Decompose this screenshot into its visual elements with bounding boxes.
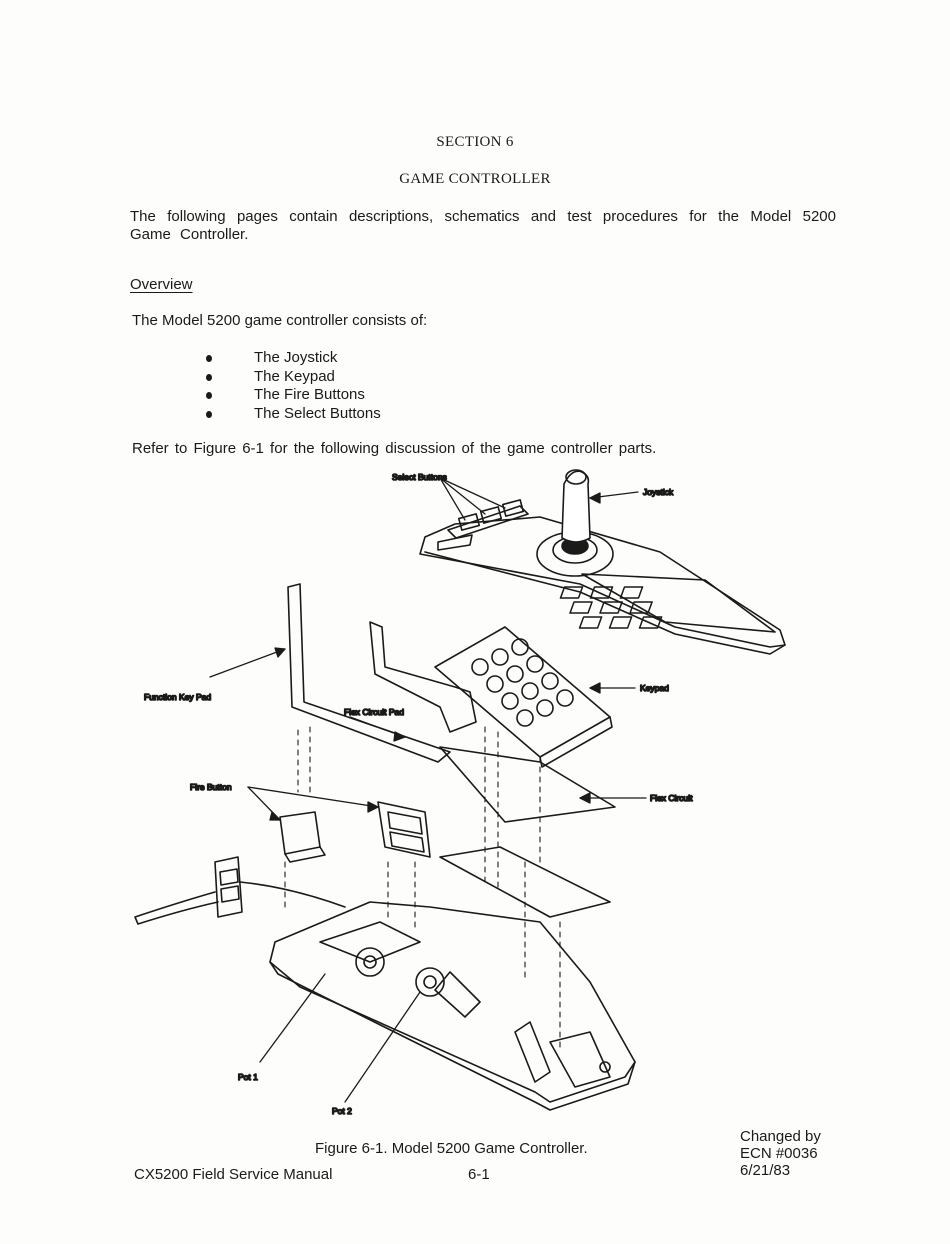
flex-circuit-illustration bbox=[440, 747, 615, 822]
page-number: 6-1 bbox=[468, 1166, 490, 1183]
label-flex-circuit-pad: Flex Circuit Pad bbox=[344, 707, 404, 717]
list-item: The Fire Buttons bbox=[202, 386, 381, 405]
change-notice-line: 6/21/83 bbox=[740, 1162, 791, 1179]
bullet-icon bbox=[206, 355, 212, 362]
change-notice-line: ECN #0036 bbox=[740, 1145, 818, 1162]
chapter-title: GAME CONTROLLER bbox=[399, 171, 551, 187]
bullet-icon bbox=[206, 374, 212, 381]
top-housing-illustration bbox=[420, 470, 785, 654]
refer-figure-text: Refer to Figure 6-1 for the following discussion of the game controller parts. bbox=[132, 440, 657, 457]
figure-caption: Figure 6-1. Model 5200 Game Controller. bbox=[315, 1140, 588, 1157]
intro-paragraph: The following pages contain descriptions, schematics and test procedures for the Model 5200 Game Controller. bbox=[130, 208, 836, 243]
section-title: SECTION 6 bbox=[436, 134, 514, 150]
bullet-icon bbox=[206, 411, 212, 418]
cable-illustration bbox=[135, 892, 218, 924]
bottom-housing-illustration bbox=[270, 902, 635, 1110]
bullet-icon bbox=[206, 392, 212, 399]
label-select-buttons: Select Buttons bbox=[392, 472, 447, 482]
list-item: The Keypad bbox=[202, 368, 381, 387]
overview-heading: Overview bbox=[130, 276, 193, 293]
label-pot-2: Pot 2 bbox=[332, 1106, 352, 1116]
list-item: The Select Buttons bbox=[202, 405, 381, 424]
function-key-pad-illustration bbox=[288, 584, 450, 762]
leader-arrows bbox=[210, 478, 646, 1102]
component-list bbox=[202, 349, 381, 423]
label-joystick: Joystick bbox=[643, 487, 674, 497]
exploded-view-diagram bbox=[120, 462, 820, 1122]
label-flex-circuit: Flex Circuit bbox=[650, 793, 693, 803]
change-notice-line: Changed by bbox=[740, 1128, 821, 1145]
manual-title-footer: CX5200 Field Service Manual bbox=[134, 1166, 333, 1183]
consists-of-text: The Model 5200 game controller consists of: bbox=[132, 312, 428, 329]
label-pot-1: Pot 1 bbox=[238, 1072, 258, 1082]
rubber-keypad-illustration bbox=[435, 627, 612, 767]
change-notice bbox=[740, 1128, 821, 1179]
alignment-lines bbox=[285, 727, 560, 1052]
label-function-key-pad: Function Key Pad bbox=[144, 692, 212, 702]
label-fire-button: Fire Button bbox=[190, 782, 232, 792]
list-item: The Joystick bbox=[202, 349, 381, 368]
cable-inner-illustration bbox=[240, 882, 345, 907]
label-keypad: Keypad bbox=[640, 683, 669, 693]
